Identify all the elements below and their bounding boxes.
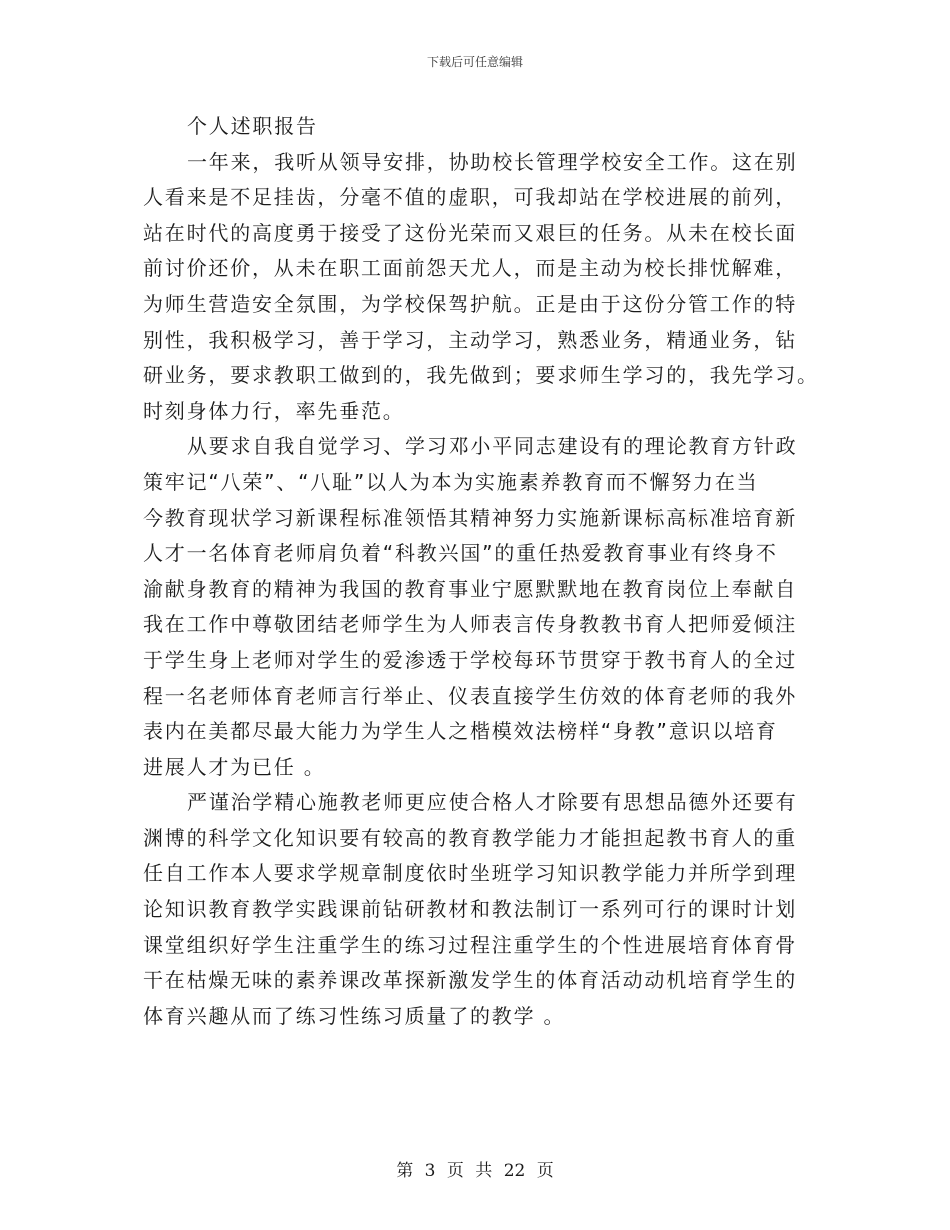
text-line: 个人述职报告 — [187, 114, 318, 138]
text-line: 于学生身上老师对学生的爱渗透于学校每环节贯穿于教书育人的全过 — [143, 647, 797, 672]
text-line: 体育兴趣从而了练习性练习质量了的教学 。 — [143, 1003, 566, 1028]
text-line: 进展人才为已任 。 — [143, 754, 326, 779]
text-line: 严谨治学精心施教老师更应使合格人才除要有思想品德外还要有 — [187, 790, 798, 815]
document-body — [143, 109, 819, 1034]
text-line: 我在工作中尊敬团结老师学生为人师表言传身教教书育人把师爱倾注 — [143, 612, 797, 637]
text-line: 策牢记“八荣”、“八耻”以人为本为实施素养教育而不懈努力在当 — [143, 469, 759, 494]
text-line: 任自工作本人要求学规章制度依时坐班学习知识教学能力并所学到理 — [143, 861, 797, 886]
text-line: 今教育现状学习新课程标准领悟其精神努力实施新课标高标准培育新 — [143, 505, 797, 530]
text-line: 干在枯燥无味的素养课改革探新激发学生的体育活动动机培育学生的 — [143, 968, 797, 993]
text-line: 程一名老师体育老师言行举止、仪表直接学生仿效的体育老师的我外 — [143, 683, 797, 708]
text-line: 时刻身体力行，率先垂范。 — [143, 398, 405, 423]
page-number-footer: 第 3 页 共 22 页 — [396, 1161, 554, 1181]
text-line: 人才一名体育老师肩负着“科教兴国”的重任热爱教育事业有终身不 — [143, 541, 778, 566]
text-line: 前讨价还价，从未在职工面前怨天尤人，而是主动为校长排忧解难， — [143, 256, 797, 281]
text-line: 站在时代的高度勇于接受了这份光荣而又艰巨的任务。从未在校长面 — [143, 220, 797, 245]
text-line: 渝献身教育的精神为我国的教育事业宁愿默默地在教育岗位上奉献自 — [143, 576, 797, 601]
text-line: 人看来是不足挂齿，分毫不值的虚职，可我却站在学校进展的前列， — [143, 185, 797, 210]
text-line: 一年来，我听从领导安排，协助校长管理学校安全工作。这在别 — [187, 149, 798, 174]
text-line: 论知识教育教学实践课前钻研教材和教法制订一系列可行的课时计划 — [143, 897, 797, 922]
text-line: 从要求自我自觉学习、学习邓小平同志建设有的理论教育方针政 — [187, 434, 798, 459]
text-line: 为师生营造安全氛围，为学校保驾护航。正是由于这份分管工作的特 — [143, 291, 797, 316]
text-line: 表内在美都尽最大能力为学生人之楷模效法榜样“身教”意识以培育 — [143, 719, 778, 744]
text-line: 课堂组织好学生注重学生的练习过程注重学生的个性进展培育体育骨 — [143, 932, 797, 957]
text-line: 别性，我积极学习，善于学习，主动学习，熟悉业务，精通业务，钻 — [143, 327, 797, 352]
text-line: 研业务，要求教职工做到的，我先做到；要求师生学习的，我先学习。 — [143, 363, 819, 388]
page-header-note: 下载后可任意编辑 — [426, 55, 523, 69]
text-line: 渊博的科学文化知识要有较高的教育教学能力才能担起教书育人的重 — [143, 825, 797, 850]
